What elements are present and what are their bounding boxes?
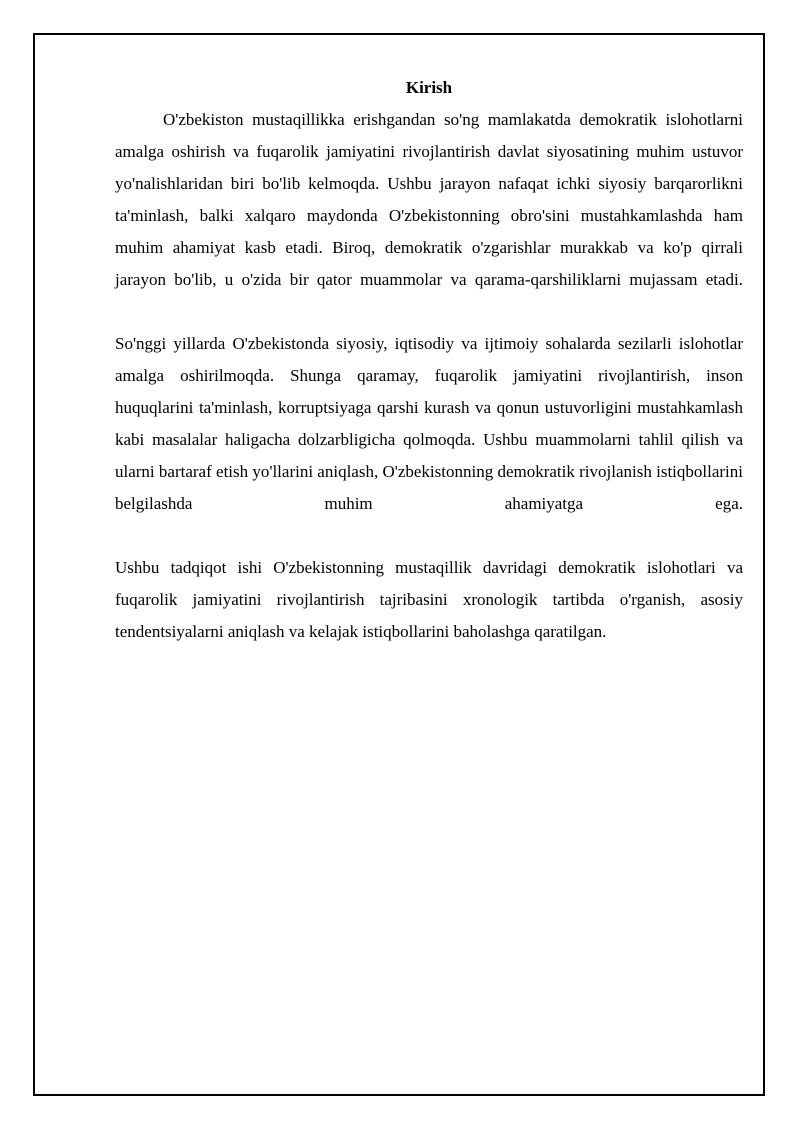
- document-title: Kirish: [405, 78, 453, 97]
- paragraph-spacer: [115, 296, 743, 328]
- paragraph-spacer: [115, 520, 743, 552]
- paragraph-reforms: So'nggi yillarda O'zbekistonda siyosiy, iqtisodiy va ijtimoiy sohalarda sezilarli islohotlar amalga oshirilmoqda. Shunga qaramay, fuqarolik jamiyatini rivojlantirish, inson huquqlarini ta'minlash, korruptsiyaga qarshi kurash va qonun ustuvorligini mustahkamlash kabi masalalar haligacha dolzarbligicha qolmoqda. Ushbu muammolarni tahlil qilish va ularni bartaraf etish yo'llarini aniqlash, O'zbekistonning demokratik rivojlanish istiqbollarini belgilashda muhim ahamiyatga ega.: [115, 334, 743, 513]
- paragraph-research-aim: Ushbu tadqiqot ishi O'zbekistonning mustaqillik davridagi demokratik islohotlari va fuqarolik jamiyatini rivojlantirish tajribasini xronologik tartibda o'rganish, asosiy tendentsiyalarni aniqlash va kelajak istiqbollarini baholashga qaratilgan.: [115, 558, 743, 641]
- paragraph-intro: O'zbekiston mustaqillikka erishgandan so'ng mamlakatda demokratik islohotlarni amalga oshirish va fuqarolik jamiyatini rivojlantirish davlat siyosatining muhim ustuvor yo'nalishlaridan biri bo'lib kelmoqda. Ushbu jarayon nafaqat ichki siyosiy barqarorlikni ta'minlash, balki xalqaro maydonda O'zbekistonning obro'sini mustahkamlashda ham muhim ahamiyat kasb etadi. Biroq, demokratik o'zgarishlar murakkab va ko'p qirrali jarayon bo'lib, u o'zida bir qator muammolar va qarama-qarshiliklarni mujassam etadi.: [115, 110, 743, 289]
- document-body: [115, 72, 743, 648]
